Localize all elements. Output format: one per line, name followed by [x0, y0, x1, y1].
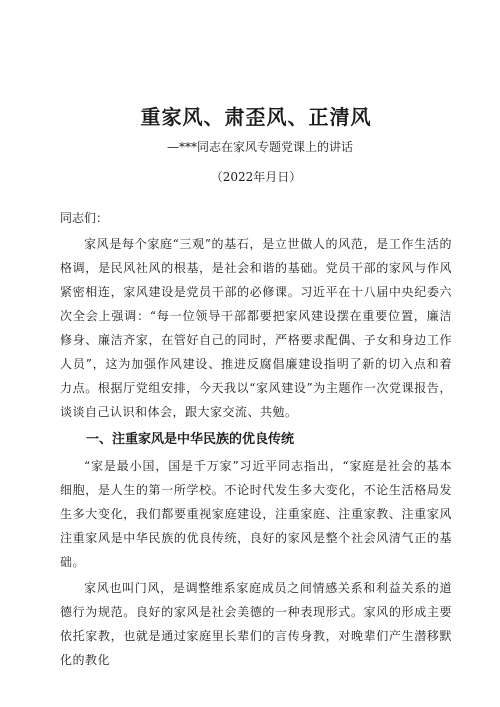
intro-paragraph: 家风是每个家庭“三观”的基石，是立世做人的风范，是工作生活的格调，是民风社风的根基，是社会和谐的基础。党员干部的家风与作风紧密相连，家风建设是党员干部的必修课。习近平在十八届中央纪委六次全会上强调：“每一位领导干部都要把家风建设摆在重要位置，廉洁修身、廉洁齐家，在管好自己的同时，严格要求配偶、子女和身边工作人员”，这为加强作风建设、推进反腐倡廉建设指明了新的切入点和着力点。根据厅党组安排，今天我以“家风建设”为主题作一次党课报告，谈谈自己认识和体会，跟大家交流、共勉。 — [60, 237, 452, 419]
section-heading: 一、注重家风是中华民族的优良传统 — [86, 432, 295, 447]
section-paragraph-1: “家是最小国，国是千万家”习近平同志指出，“家庭是社会的基本细胞，是人生的第一所学校。不论时代发生多大变化，不论生活格局发生多大变化，我们都要重视家庭建设，注重家庭、注重家教、注重家风注重家风是中华民族的优良传统，良好的家风是整个社会风清气正的基础。 — [60, 459, 452, 569]
document-title: 重家风、肃歪风、正清风 — [140, 105, 372, 129]
document-subtitle: —***同志在家风专题党课上的讲话 — [166, 140, 353, 154]
section-paragraph-2: 家风也叫门风，是调整维系家庭成员之间情感关系和利益关系的道德行为规范。良好的家风是社会美德的一种表现形式。家风的形成主要依托家教，也就是通过家庭里长辈们的言传身教，对晚辈们产生潜移默化的教化 — [60, 581, 452, 667]
document-date: （2022年月日） — [210, 170, 302, 184]
salutation: 同志们： — [60, 211, 109, 225]
